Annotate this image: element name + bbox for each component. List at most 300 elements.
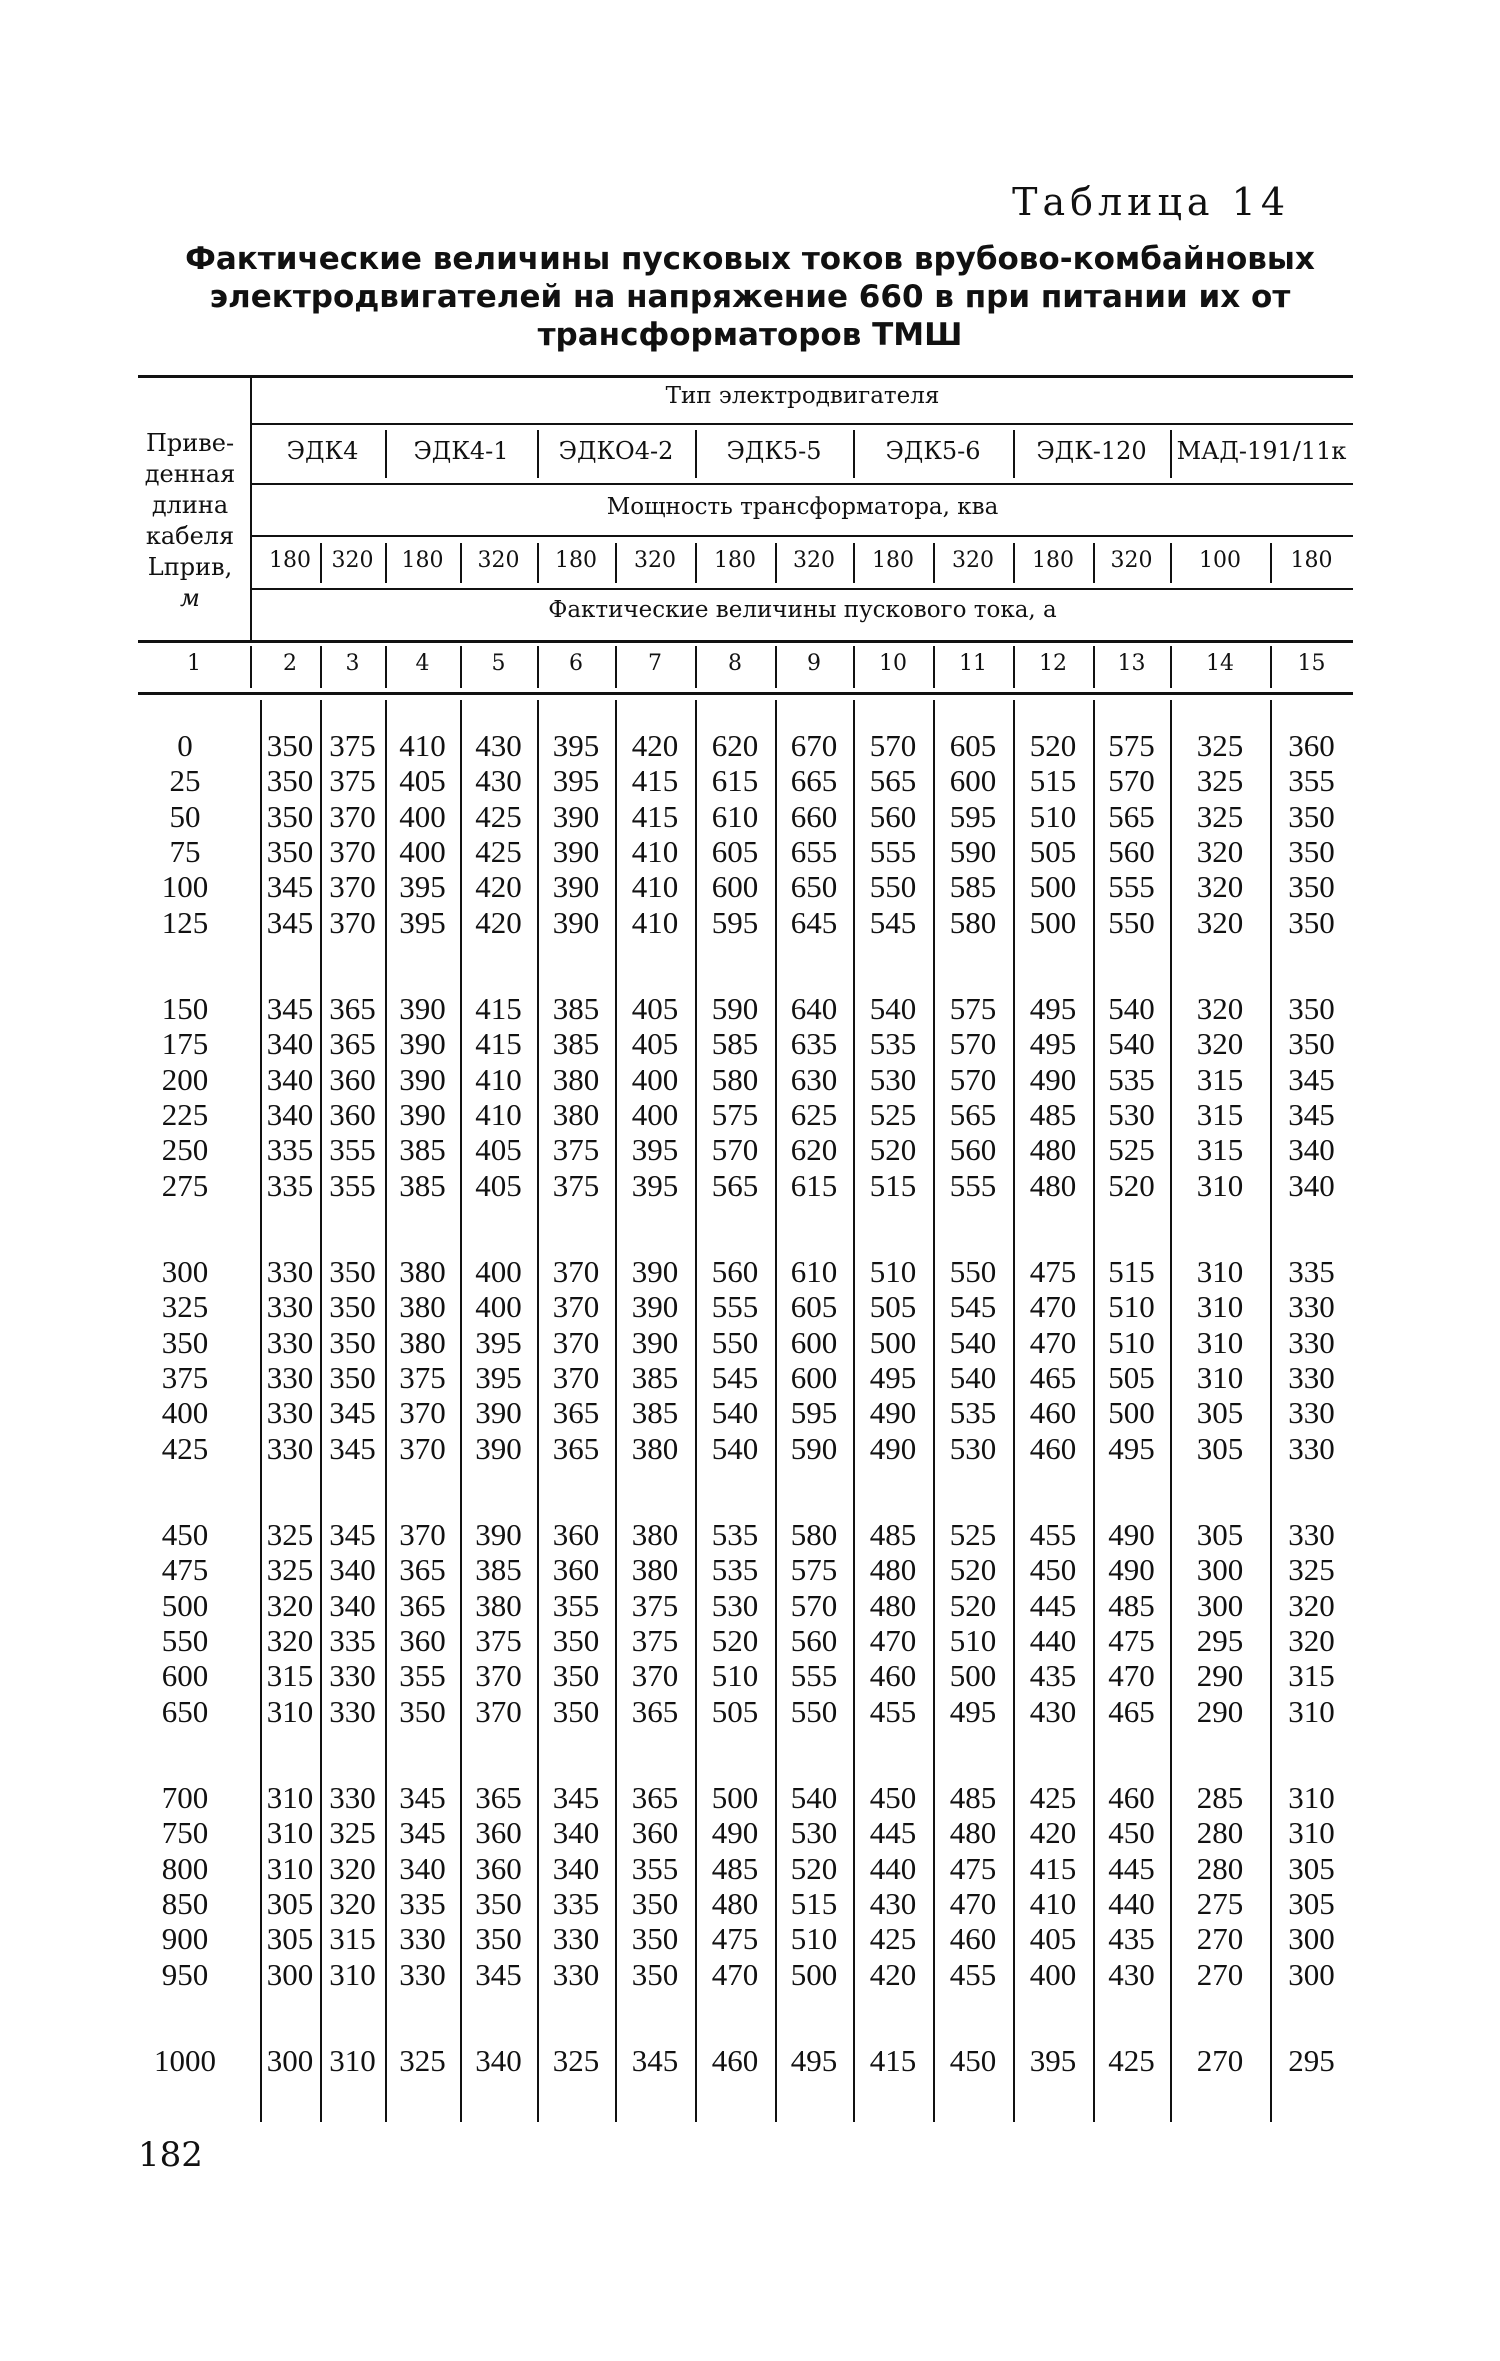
stub-header-line: Приве- <box>145 429 235 457</box>
table-cell: 290 <box>1196 1658 1244 1694</box>
motor-type-header: ЭДК-120 <box>1036 437 1147 465</box>
table-cell: 365 <box>552 1430 600 1466</box>
header-rule <box>252 535 1353 537</box>
table-cell: 360 <box>475 1850 522 1886</box>
table-cell: 375 <box>631 1587 679 1623</box>
motor-type-header: ЭДК4-1 <box>413 437 509 465</box>
table-cell: 430 <box>1029 1693 1077 1729</box>
table-caption <box>150 240 1350 354</box>
table-cell: 385 <box>475 1552 522 1588</box>
table-cell: 535 <box>869 1026 917 1062</box>
power-divider <box>1170 543 1172 583</box>
table-cell: 340 <box>552 1850 600 1886</box>
table-cell: 420 <box>869 1956 917 1992</box>
row-length-label: 800 <box>161 1850 209 1886</box>
table-cell: 600 <box>790 1359 838 1395</box>
row-length-label: 175 <box>161 1026 209 1062</box>
table-cell: 350 <box>329 1359 376 1395</box>
table-cell: 505 <box>869 1289 917 1325</box>
row-length-label: 475 <box>161 1552 209 1588</box>
table-cell: 420 <box>475 869 522 905</box>
table-cell: 605 <box>949 728 997 763</box>
table-cell: 440 <box>1108 1885 1155 1921</box>
table-cell: 670 <box>790 728 838 763</box>
table-cell: 415 <box>631 763 679 799</box>
column-number: 9 <box>807 651 821 676</box>
table-cell: 615 <box>711 763 759 799</box>
table-cell: 325 <box>1196 798 1244 834</box>
table-cell: 580 <box>949 904 997 940</box>
power-divider <box>775 543 777 583</box>
table-cell: 390 <box>631 1324 679 1360</box>
table-cell: 390 <box>399 1061 446 1097</box>
table-cell: 400 <box>475 1254 522 1289</box>
table-cell: 435 <box>1108 1921 1155 1957</box>
table-cell: 280 <box>1196 1815 1244 1851</box>
table-cell: 400 <box>475 1289 522 1325</box>
table-cell: 470 <box>1029 1324 1077 1360</box>
table-cell: 635 <box>790 1026 838 1062</box>
colnum-divider <box>1270 646 1272 688</box>
table-cell: 355 <box>399 1658 446 1694</box>
table-cell: 330 <box>552 1956 600 1992</box>
table-cell: 350 <box>631 1885 679 1921</box>
table-cell: 305 <box>1196 1430 1244 1466</box>
table-cell: 420 <box>1029 1815 1077 1851</box>
table-cell: 480 <box>869 1587 917 1623</box>
table-cell: 610 <box>790 1254 838 1289</box>
table-cell: 365 <box>552 1395 600 1431</box>
table-cell: 350 <box>475 1885 522 1921</box>
table-cell: 500 <box>949 1658 997 1694</box>
table-cell: 405 <box>475 1132 522 1168</box>
table-cell: 535 <box>711 1552 759 1588</box>
power-header: 180 <box>872 548 914 573</box>
table-cell: 365 <box>399 1587 446 1623</box>
table-cell: 460 <box>1029 1430 1077 1466</box>
table-cell: 490 <box>869 1430 917 1466</box>
table-cell: 395 <box>475 1324 522 1360</box>
table-cell: 395 <box>631 1167 679 1203</box>
table-cell: 500 <box>1108 1395 1155 1431</box>
table-cell: 390 <box>552 869 600 905</box>
table-cell: 345 <box>475 1956 522 1992</box>
table-cell: 315 <box>266 1658 314 1694</box>
table-cell: 350 <box>329 1324 376 1360</box>
table-cell: 470 <box>1029 1289 1077 1325</box>
table-cell: 395 <box>399 904 446 940</box>
table-cell: 405 <box>631 991 679 1026</box>
colnum-divider <box>250 646 252 688</box>
row-length-label: 700 <box>161 1780 209 1815</box>
table-cell: 345 <box>329 1395 376 1431</box>
table-cell: 570 <box>790 1587 838 1623</box>
table-cell: 485 <box>869 1517 917 1552</box>
table-cell: 460 <box>1029 1395 1077 1431</box>
table-cell: 550 <box>790 1693 838 1729</box>
table-cell: 555 <box>949 1167 997 1203</box>
table-cell: 275 <box>1196 1885 1244 1921</box>
table-cell: 555 <box>869 833 917 869</box>
row-length-label: 100 <box>161 869 209 905</box>
table-top-rule <box>138 375 1353 378</box>
table-cell: 605 <box>711 833 759 869</box>
table-cell: 475 <box>711 1921 759 1957</box>
table-cell: 565 <box>869 763 917 799</box>
table-cell: 330 <box>1288 1430 1335 1466</box>
table-cell: 615 <box>790 1167 838 1203</box>
table-cell: 440 <box>1029 1622 1077 1658</box>
column-number: 10 <box>879 651 907 676</box>
table-cell: 515 <box>1029 763 1077 799</box>
table-cell: 340 <box>1288 1132 1335 1168</box>
table-cell: 360 <box>552 1517 600 1552</box>
table-cell: 375 <box>329 728 376 763</box>
motor-divider <box>385 430 387 478</box>
table-cell: 305 <box>266 1921 314 1957</box>
table-cell: 300 <box>266 1956 314 1992</box>
table-cell: 520 <box>949 1587 997 1623</box>
table-cell: 565 <box>1108 798 1155 834</box>
table-cell: 380 <box>631 1517 679 1552</box>
table-cell: 395 <box>552 763 600 799</box>
table-cell: 345 <box>1288 1096 1335 1132</box>
power-divider <box>385 543 387 583</box>
table-cell: 350 <box>266 728 314 763</box>
row-length-label: 550 <box>161 1622 209 1658</box>
table-cell: 410 <box>1029 1885 1077 1921</box>
row-length-label: 400 <box>161 1395 209 1431</box>
table-cell: 510 <box>1108 1324 1155 1360</box>
table-cell: 405 <box>475 1167 522 1203</box>
table-cell: 570 <box>869 728 917 763</box>
table-cell: 435 <box>1029 1658 1077 1694</box>
table-cell: 285 <box>1196 1780 1244 1815</box>
table-cell: 320 <box>1196 904 1244 940</box>
table-cell: 495 <box>790 2043 838 2078</box>
table-cell: 510 <box>1108 1289 1155 1325</box>
table-cell: 520 <box>1108 1167 1155 1203</box>
table-cell: 335 <box>266 1167 314 1203</box>
power-header: 320 <box>634 548 676 573</box>
table-cell: 410 <box>475 1061 522 1097</box>
table-cell: 330 <box>1288 1289 1335 1325</box>
table-cell: 575 <box>1108 728 1155 763</box>
table-cell: 525 <box>949 1517 997 1552</box>
table-cell: 345 <box>329 1430 376 1466</box>
table-cell: 495 <box>949 1693 997 1729</box>
table-cell: 320 <box>1288 1587 1335 1623</box>
table-cell: 350 <box>266 833 314 869</box>
motor-type-header: ЭДК5-6 <box>885 437 981 465</box>
row-length-label: 250 <box>161 1132 209 1168</box>
table-cell: 420 <box>631 728 679 763</box>
column-number: 1 <box>187 651 201 676</box>
table-cell: 535 <box>949 1395 997 1431</box>
table-cell: 350 <box>631 1921 679 1957</box>
table-cell: 335 <box>1288 1254 1335 1289</box>
table-cell: 410 <box>631 833 679 869</box>
table-cell: 310 <box>1196 1167 1244 1203</box>
row-length-label: 200 <box>161 1061 209 1097</box>
table-cell: 360 <box>631 1815 679 1851</box>
table-cell: 575 <box>790 1552 838 1588</box>
table-cell: 300 <box>1196 1587 1244 1623</box>
table-cell: 355 <box>329 1167 376 1203</box>
table-cell: 340 <box>266 1026 314 1062</box>
table-cell: 320 <box>329 1885 376 1921</box>
power-divider <box>615 543 617 583</box>
table-cell: 395 <box>399 869 446 905</box>
table-cell: 600 <box>790 1324 838 1360</box>
row-length-label: 25 <box>169 763 201 799</box>
table-cell: 510 <box>711 1658 759 1694</box>
table-cell: 305 <box>266 1885 314 1921</box>
table-cell: 410 <box>475 1096 522 1132</box>
table-cell: 460 <box>949 1921 997 1957</box>
table-cell: 540 <box>711 1430 759 1466</box>
table-cell: 370 <box>552 1324 600 1360</box>
table-cell: 495 <box>1029 1026 1077 1062</box>
table-cell: 375 <box>399 1359 446 1395</box>
table-cell: 330 <box>552 1921 600 1957</box>
table-cell: 295 <box>1288 2043 1335 2078</box>
table-cell: 395 <box>552 728 600 763</box>
table-cell: 370 <box>329 798 376 834</box>
table-cell: 650 <box>790 869 838 905</box>
table-cell: 340 <box>329 1552 376 1588</box>
table-cell: 625 <box>790 1096 838 1132</box>
colnum-divider <box>537 646 539 688</box>
table-cell: 425 <box>475 798 522 834</box>
table-cell: 455 <box>949 1956 997 1992</box>
table-cell: 540 <box>869 991 917 1026</box>
table-cell: 555 <box>790 1658 838 1694</box>
power-header: 180 <box>714 548 756 573</box>
power-divider <box>537 543 539 583</box>
row-length-label: 900 <box>161 1921 209 1957</box>
column-number: 14 <box>1206 651 1234 676</box>
table-cell: 510 <box>869 1254 917 1289</box>
column-number: 8 <box>728 651 742 676</box>
row-length-label: 125 <box>161 904 209 940</box>
table-cell: 310 <box>1288 1693 1335 1729</box>
table-cell: 330 <box>1288 1395 1335 1431</box>
table-cell: 445 <box>1029 1587 1077 1623</box>
table-cell: 330 <box>399 1956 446 1992</box>
table-cell: 340 <box>1288 1167 1335 1203</box>
column-number: 13 <box>1117 651 1146 676</box>
stub-header <box>130 428 250 614</box>
row-length-label: 75 <box>169 833 201 869</box>
table-cell: 380 <box>552 1061 600 1097</box>
column-number: 2 <box>283 651 297 676</box>
table-cell: 385 <box>631 1395 679 1431</box>
table-cell: 415 <box>631 798 679 834</box>
table-cell: 330 <box>1288 1359 1335 1395</box>
power-header: 100 <box>1199 548 1241 573</box>
table-cell: 320 <box>1196 1026 1244 1062</box>
table-cell: 340 <box>266 1061 314 1097</box>
stub-header-line: длина <box>151 491 229 519</box>
table-cell: 320 <box>1288 1622 1335 1658</box>
table-cell: 600 <box>949 763 997 799</box>
power-header: 180 <box>1032 548 1074 573</box>
table-cell: 335 <box>266 1132 314 1168</box>
table-cell: 575 <box>711 1096 759 1132</box>
table-cell: 570 <box>949 1026 997 1062</box>
table-cell: 550 <box>949 1254 997 1289</box>
motor-divider <box>537 430 539 478</box>
table-cell: 350 <box>266 763 314 799</box>
power-header: 180 <box>1290 548 1333 573</box>
colnum-divider <box>460 646 462 688</box>
table-cell: 345 <box>1288 1061 1335 1097</box>
table-cell: 475 <box>1108 1622 1155 1658</box>
table-cell: 560 <box>711 1254 759 1289</box>
table-cell: 350 <box>266 798 314 834</box>
table-cell: 450 <box>1108 1815 1155 1851</box>
table-cell: 470 <box>711 1956 759 1992</box>
table-cell: 525 <box>1108 1132 1155 1168</box>
table-cell: 315 <box>1196 1132 1244 1168</box>
table-cell: 320 <box>1196 833 1244 869</box>
table-cell: 540 <box>949 1324 997 1360</box>
colnum-divider <box>1013 646 1015 688</box>
table-cell: 330 <box>329 1693 376 1729</box>
table-cell: 425 <box>475 833 522 869</box>
table-cell: 425 <box>1108 2043 1155 2078</box>
table-cell: 365 <box>329 1026 376 1062</box>
table-cell: 345 <box>329 1517 376 1552</box>
table-cell: 380 <box>475 1587 522 1623</box>
table-cell: 565 <box>711 1167 759 1203</box>
motor-divider <box>695 430 697 478</box>
table-cell: 620 <box>711 728 759 763</box>
table-cell: 610 <box>711 798 759 834</box>
stub-header-line: Lприв, <box>147 553 233 581</box>
row-length-label: 375 <box>161 1359 209 1395</box>
table-cell: 375 <box>475 1622 522 1658</box>
table-cell: 425 <box>1029 1780 1077 1815</box>
table-cell: 350 <box>552 1693 600 1729</box>
table-cell: 270 <box>1196 1921 1244 1957</box>
column-number-rule <box>138 692 1353 695</box>
table-cell: 500 <box>790 1956 838 1992</box>
table-cell: 665 <box>790 763 838 799</box>
table-cell: 315 <box>1196 1096 1244 1132</box>
table-cell: 330 <box>399 1921 446 1957</box>
table-cell: 270 <box>1196 2043 1244 2078</box>
table-cell: 405 <box>1029 1921 1077 1957</box>
table-cell: 500 <box>1029 869 1077 905</box>
table-cell: 375 <box>329 763 376 799</box>
row-length-label: 350 <box>161 1324 209 1360</box>
table-cell: 330 <box>266 1430 314 1466</box>
table-cell: 370 <box>552 1254 600 1289</box>
table-cell: 480 <box>1029 1132 1077 1168</box>
table-cell: 350 <box>329 1254 376 1289</box>
power-header: 320 <box>793 548 835 573</box>
row-length-label: 600 <box>161 1658 209 1694</box>
table-cell: 570 <box>1108 763 1155 799</box>
power-divider <box>1270 543 1272 583</box>
table-cell: 380 <box>399 1289 446 1325</box>
table-cell: 530 <box>790 1815 838 1851</box>
colnum-divider <box>385 646 387 688</box>
row-length-label: 275 <box>161 1167 209 1203</box>
table-cell: 315 <box>1288 1658 1335 1694</box>
colnum-divider <box>775 646 777 688</box>
table-cell: 355 <box>631 1850 679 1886</box>
table-cell: 590 <box>711 991 759 1026</box>
table-cell: 340 <box>552 1815 600 1851</box>
table-cell: 350 <box>1288 904 1335 940</box>
table-cell: 365 <box>475 1780 522 1815</box>
table-cell: 395 <box>1029 2043 1077 2078</box>
table-cell: 345 <box>552 1780 600 1815</box>
table-cell: 475 <box>949 1850 997 1886</box>
table-cell: 520 <box>949 1552 997 1588</box>
table-cell: 310 <box>1288 1815 1335 1851</box>
table-cell: 455 <box>1029 1517 1077 1552</box>
table-cell: 440 <box>869 1850 917 1886</box>
table-cell: 335 <box>399 1885 446 1921</box>
table-cell: 295 <box>1196 1622 1244 1658</box>
table-cell: 365 <box>399 1552 446 1588</box>
table-cell: 355 <box>329 1132 376 1168</box>
table-cell: 360 <box>329 1061 376 1097</box>
table-cell: 430 <box>475 728 522 763</box>
table-cell: 305 <box>1288 1885 1335 1921</box>
table-cell: 545 <box>869 904 917 940</box>
table-cell: 410 <box>631 869 679 905</box>
table-cell: 535 <box>1108 1061 1155 1097</box>
motor-type-header: МАД-191/11к <box>1176 437 1347 465</box>
colnum-divider <box>933 646 935 688</box>
motor-divider <box>1170 430 1172 478</box>
table-cell: 335 <box>552 1885 600 1921</box>
table-cell: 350 <box>552 1622 600 1658</box>
table-cell: 515 <box>1108 1254 1155 1289</box>
table-cell: 585 <box>711 1026 759 1062</box>
colnum-divider <box>1093 646 1095 688</box>
table-cell: 370 <box>475 1658 522 1694</box>
table-cell: 310 <box>1196 1324 1244 1360</box>
row-length-label: 325 <box>161 1289 209 1325</box>
table-cell: 365 <box>631 1693 679 1729</box>
table-cell: 455 <box>869 1693 917 1729</box>
column-number: 15 <box>1297 651 1326 676</box>
power-header: 320 <box>331 548 374 573</box>
table-cell: 570 <box>949 1061 997 1097</box>
table-cell: 350 <box>631 1956 679 1992</box>
table-cell: 620 <box>790 1132 838 1168</box>
table-cell: 390 <box>631 1289 679 1325</box>
table-cell: 560 <box>1108 833 1155 869</box>
table-cell: 325 <box>266 1552 314 1588</box>
column-number: 12 <box>1039 651 1067 676</box>
power-divider <box>933 543 935 583</box>
table-cell: 570 <box>711 1132 759 1168</box>
table-cell: 460 <box>869 1658 917 1694</box>
table-cell: 280 <box>1196 1850 1244 1886</box>
table-cell: 375 <box>552 1132 600 1168</box>
table-cell: 305 <box>1196 1395 1244 1431</box>
table-cell: 345 <box>266 904 314 940</box>
stub-header-line: м <box>180 584 200 612</box>
table-cell: 320 <box>266 1622 314 1658</box>
